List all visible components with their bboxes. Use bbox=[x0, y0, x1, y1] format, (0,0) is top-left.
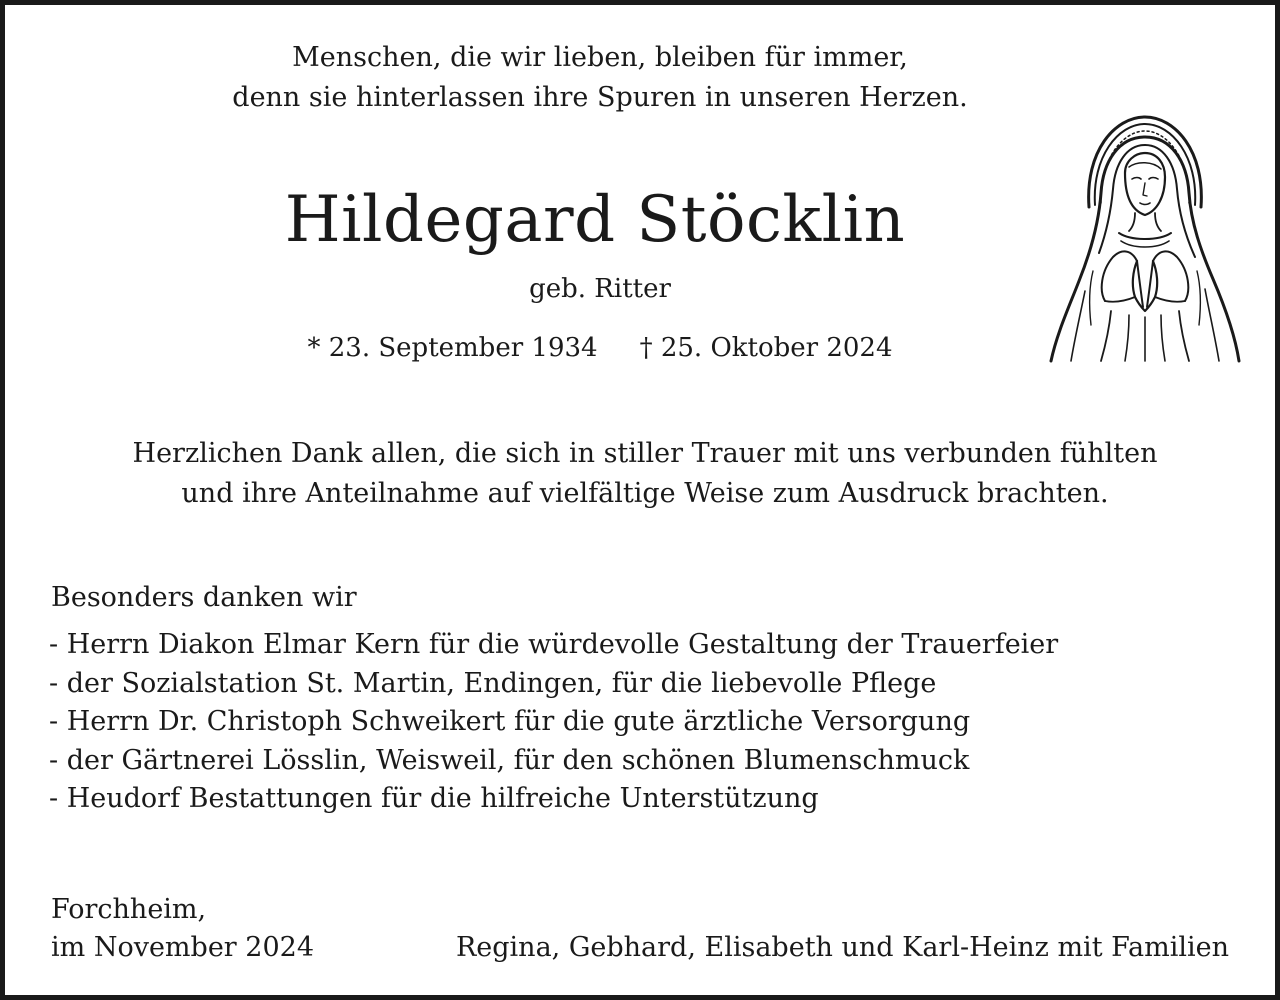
list-item: - Herrn Diakon Elmar Kern für die würdevolle Gestaltung der Trauerfeier bbox=[49, 629, 1059, 660]
birth-name: geb. Ritter bbox=[529, 274, 671, 304]
special-thanks-heading: Besonders danken wir bbox=[51, 582, 357, 613]
birth-date: * 23. September 1934 bbox=[307, 333, 598, 363]
thanks-line-2: und ihre Anteilnahme auf vielfältige Weise zum Ausdruck brachten. bbox=[181, 478, 1109, 509]
signers: Regina, Gebhard, Elisabeth und Karl-Heinz mit Familien bbox=[455, 932, 1229, 963]
motto-line-2: denn sie hinterlassen ihre Spuren in unseren Herzen. bbox=[232, 82, 968, 113]
madonna-icon bbox=[1045, 111, 1245, 365]
thanks-line-1: Herzlichen Dank allen, die sich in stiller Trauer mit uns verbunden fühlten bbox=[132, 438, 1158, 469]
deceased-name: Hildegard Stöcklin bbox=[284, 183, 906, 257]
motto-quote bbox=[5, 38, 1195, 118]
special-thanks-list bbox=[49, 626, 1058, 819]
list-item: - der Gärtnerei Lösslin, Weisweil, für den schönen Blumenschmuck bbox=[49, 744, 970, 776]
list-item: - Herrn Dr. Christoph Schweikert für die gute ärztliche Versorgung bbox=[49, 706, 971, 737]
motto-line-1: Menschen, die wir lieben, bleiben für immer, bbox=[292, 42, 908, 73]
life-dates bbox=[5, 329, 1195, 367]
place: Forchheim, bbox=[51, 894, 207, 925]
date: im November 2024 bbox=[51, 932, 314, 963]
list-item: - der Sozialstation St. Martin, Endingen, für die liebevolle Pflege bbox=[49, 667, 937, 699]
place-and-date bbox=[51, 891, 314, 967]
death-date: † 25. Oktober 2024 bbox=[639, 333, 893, 363]
list-item: - Heudorf Bestattungen für die hilfreiche Unterstützung bbox=[49, 783, 819, 814]
thanks-message bbox=[5, 434, 1280, 514]
